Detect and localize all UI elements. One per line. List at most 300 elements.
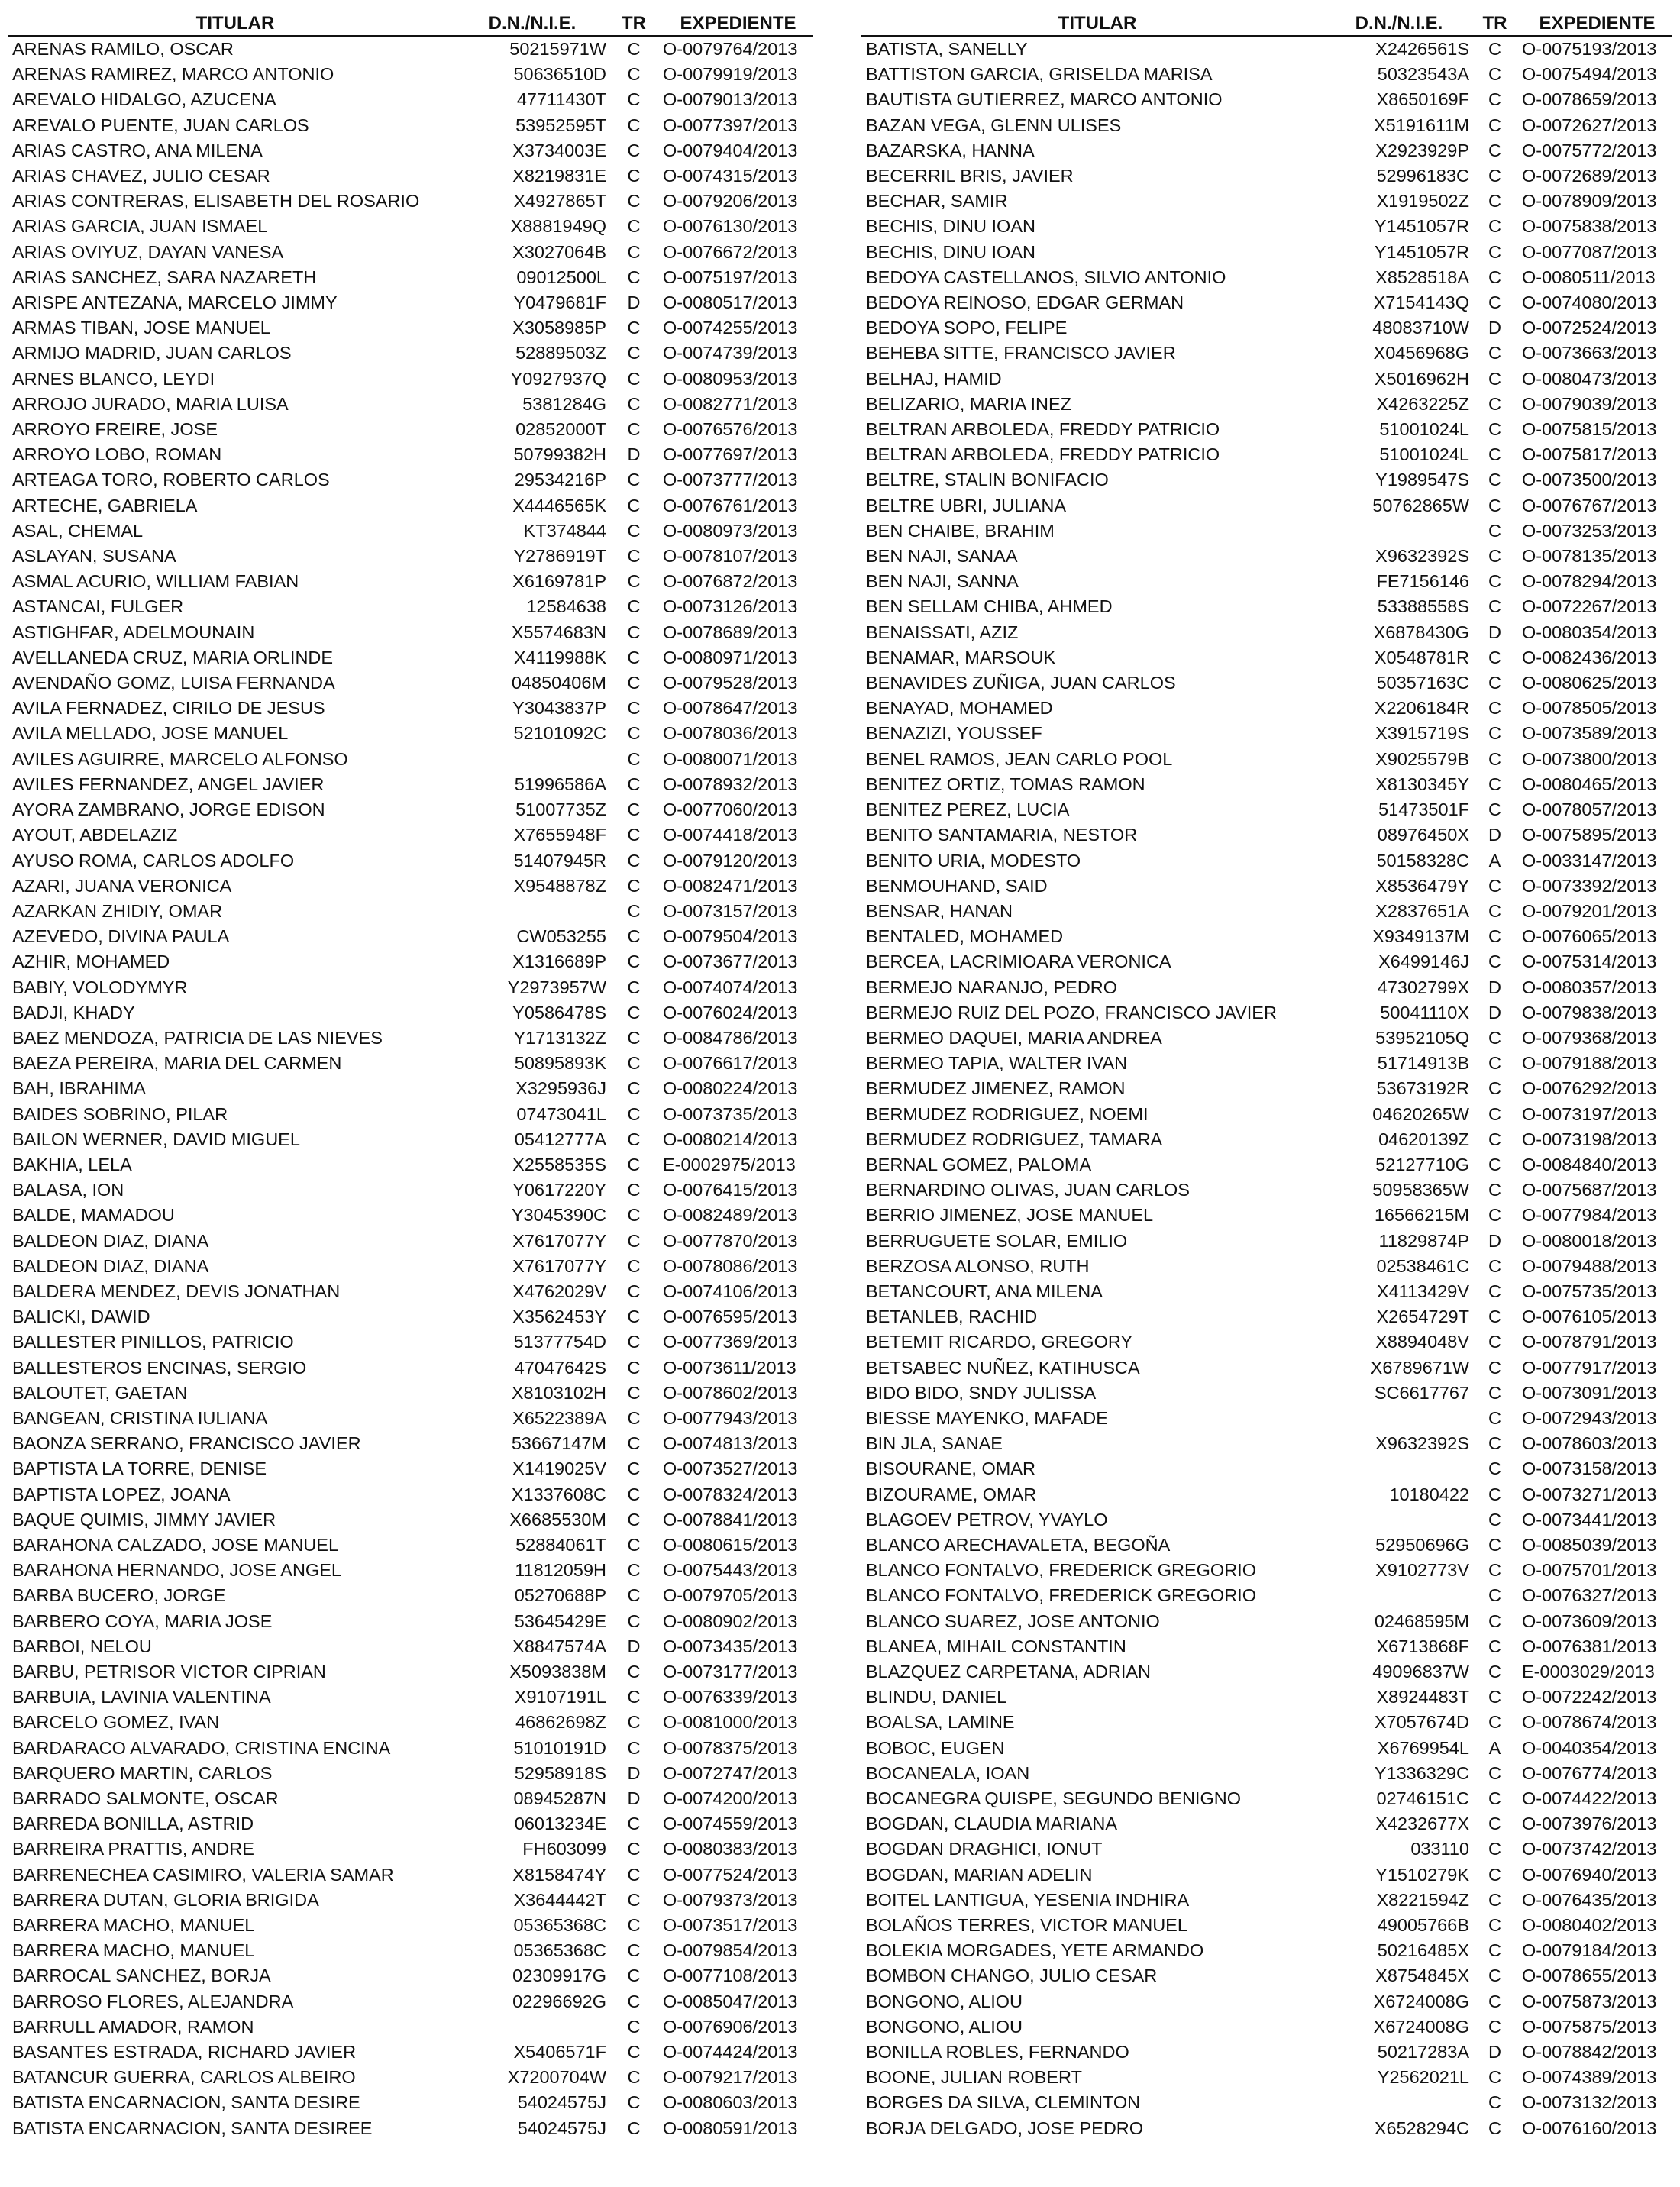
table-row (8, 949, 813, 974)
titular-cell: BALDEON DIAZ, DIANA (12, 1230, 209, 1251)
expediente-cell: O-0077697/2013 (663, 444, 798, 465)
tr-cell: C (627, 596, 641, 617)
table-row (861, 1761, 1672, 1786)
titular-cell: BENITO SANTAMARIA, NESTOR (866, 825, 1138, 845)
dni-cell: X9025579B (1375, 748, 1469, 769)
dni-cell: 54024575J (517, 2118, 606, 2138)
dni-cell: X8103102H (511, 1382, 606, 1403)
dni-cell: Y1451057R (1374, 241, 1469, 262)
table-row (861, 822, 1672, 848)
titular-cell: BARREDA BONILLA, ASTRID (12, 1814, 254, 1834)
expediente-cell: O-0082471/2013 (663, 875, 798, 896)
expediente-cell: O-0079504/2013 (663, 926, 798, 947)
dni-cell: X9548878Z (513, 875, 606, 896)
table-row (8, 62, 813, 87)
dni-cell: X4446565K (512, 495, 606, 515)
tr-cell: C (1488, 1332, 1501, 1352)
tr-cell: C (627, 1484, 641, 1504)
expediente-cell: O-0074389/2013 (1522, 2067, 1657, 2088)
tr-cell: C (627, 520, 641, 541)
dni-cell: X2923929P (1375, 140, 1469, 160)
table-row (861, 315, 1672, 341)
expediente-cell: O-0080224/2013 (663, 1078, 798, 1099)
expediente-cell: O-0079919/2013 (663, 64, 798, 85)
table-row (8, 848, 813, 874)
expediente-cell: O-0080591/2013 (663, 2118, 798, 2138)
titular-cell: BAEZ MENDOZA, PATRICIA DE LAS NIEVES (12, 1027, 383, 1048)
expediente-cell: O-0076065/2013 (1522, 926, 1657, 947)
tr-cell: C (627, 470, 641, 490)
tr-cell: C (627, 318, 641, 338)
dni-cell: 04620265W (1372, 1103, 1469, 1124)
titular-cell: BARRULL AMADOR, RAMON (12, 2016, 254, 2037)
expediente-cell: O-0080625/2013 (1522, 673, 1657, 693)
titular-cell: BADJI, KHADY (12, 1002, 135, 1022)
expediente-cell: O-0074080/2013 (1522, 292, 1657, 313)
table-row (861, 2065, 1672, 2090)
dni-cell: X6528294C (1374, 2118, 1469, 2138)
titular-cell: BERMEJO NARANJO, PEDRO (866, 977, 1118, 997)
titular-cell: ASLAYAN, SUSANA (12, 546, 176, 567)
expediente-cell: O-0078841/2013 (663, 1509, 798, 1530)
dni-cell: X4927865T (513, 191, 606, 212)
table-row (8, 1786, 813, 1811)
left-header-row (8, 12, 813, 36)
expediente-cell: O-0082489/2013 (663, 1205, 798, 1226)
tr-cell: C (1488, 1940, 1501, 1961)
expediente-cell: O-0075838/2013 (1522, 216, 1657, 237)
tr-cell: C (1488, 1762, 1501, 1783)
tr-cell: C (627, 951, 641, 972)
dni-cell: 05270688P (514, 1585, 606, 1606)
expediente-cell: O-0073500/2013 (1522, 470, 1657, 490)
titular-cell: BLANCO FONTALVO, FREDERICK GREGORIO (866, 1585, 1256, 1606)
titular-cell: BERRIO JIMENEZ, JOSE MANUEL (866, 1205, 1154, 1226)
titular-cell: BARBA BUCERO, JORGE (12, 1585, 226, 1606)
table-row (861, 1381, 1672, 1406)
titular-cell: BARDARACO ALVARADO, CRISTINA ENCINA (12, 1737, 391, 1758)
tr-cell: C (627, 1610, 641, 1631)
table-row (861, 645, 1672, 670)
expediente-cell: O-0076672/2013 (663, 241, 798, 262)
table-row (861, 874, 1672, 899)
expediente-cell: O-0082771/2013 (663, 393, 798, 414)
header-dni: D.N./N.I.E. (1329, 12, 1474, 36)
expediente-cell: O-0080953/2013 (663, 368, 798, 389)
table-row (8, 1583, 813, 1608)
expediente-cell: O-0073126/2013 (663, 596, 798, 617)
table-row (8, 1836, 813, 1862)
table-row (861, 214, 1672, 239)
titular-cell: BIN JLA, SANAE (866, 1433, 1003, 1454)
titular-cell: AVILES FERNANDEZ, ANGEL JAVIER (12, 774, 325, 794)
expediente-cell: O-0074424/2013 (663, 2042, 798, 2063)
tr-cell: C (627, 1357, 641, 1378)
titular-cell: BETEMIT RICARDO, GREGORY (866, 1332, 1133, 1352)
table-row (861, 949, 1672, 974)
dni-cell: 51473501F (1378, 800, 1469, 820)
dni-cell: X6169781P (512, 571, 606, 592)
tr-cell: C (1488, 951, 1501, 972)
table-row (8, 1000, 813, 1026)
expediente-cell: O-0076105/2013 (1522, 1307, 1657, 1327)
table-row (861, 1431, 1672, 1456)
dni-cell (1329, 1456, 1474, 1481)
titular-cell: BATISTA ENCARNACION, SANTA DESIREE (12, 2118, 373, 2138)
expediente-cell: O-0077087/2013 (1522, 241, 1657, 262)
dni-cell: Y1713132Z (513, 1027, 606, 1048)
tr-cell: C (1488, 1281, 1501, 1301)
dni-cell: X6724008G (1373, 2016, 1469, 2037)
expediente-cell: O-0077060/2013 (663, 800, 798, 820)
dni-cell: X4232677X (1375, 1814, 1469, 1834)
tr-cell: C (1488, 89, 1501, 110)
dni-cell: 50217283A (1377, 2042, 1469, 2063)
tr-cell: C (1488, 1991, 1501, 2011)
expediente-cell: O-0076435/2013 (1522, 1889, 1657, 1910)
tr-cell: D (627, 1788, 641, 1809)
dni-cell: 54024575J (517, 2092, 606, 2113)
dni-cell: 02468595M (1374, 1610, 1469, 1631)
dni-cell: 52101092C (513, 723, 606, 744)
titular-cell: BLAGOEV PETROV, YVAYLO (866, 1509, 1108, 1530)
titular-cell: AYORA ZAMBRANO, JORGE EDISON (12, 800, 325, 820)
titular-cell: BENMOUHAND, SAID (866, 875, 1048, 896)
tr-cell: C (627, 1002, 641, 1022)
tr-cell: C (627, 1864, 641, 1885)
tr-cell: C (1488, 1407, 1501, 1428)
expediente-cell: O-0077870/2013 (663, 1230, 798, 1251)
dni-cell: CW053255 (516, 926, 606, 947)
table-row (8, 1533, 813, 1558)
titular-cell: AZARKAN ZHIDIY, OMAR (12, 900, 223, 921)
dni-cell: Y1510279K (1375, 1864, 1469, 1885)
dni-cell: Y3043837P (512, 698, 606, 719)
titular-cell: AREVALO PUENTE, JUAN CARLOS (12, 115, 309, 135)
tr-cell: C (1488, 39, 1501, 59)
tr-cell: C (627, 267, 641, 287)
expediente-cell: O-0080603/2013 (663, 2092, 798, 2113)
titular-cell: BECHIS, DINU IOAN (866, 216, 1035, 237)
titular-cell: BERMUDEZ RODRIGUEZ, TAMARA (866, 1129, 1163, 1149)
table-row (8, 1811, 813, 1836)
expediente-cell: O-0079120/2013 (663, 850, 798, 871)
dni-cell: X1316689P (512, 951, 606, 972)
expediente-cell: O-0078602/2013 (663, 1382, 798, 1403)
titular-cell: BAZARSKA, HANNA (866, 140, 1035, 160)
titular-cell: ARENAS RAMIREZ, MARCO ANTONIO (12, 64, 334, 85)
expediente-cell: O-0076130/2013 (663, 216, 798, 237)
titular-cell: BARBOI, NELOU (12, 1636, 152, 1656)
dni-cell: X9102773V (1375, 1560, 1469, 1581)
titular-cell: BEN CHAIBE, BRAHIM (866, 520, 1055, 541)
dni-cell: 53673192R (1376, 1078, 1469, 1099)
titular-cell: BALOUTET, GAETAN (12, 1382, 188, 1403)
expediente-cell: O-0078674/2013 (1522, 1712, 1657, 1733)
tr-cell: C (627, 622, 641, 642)
tr-cell: C (1488, 115, 1501, 135)
dni-cell: 49005766B (1377, 1915, 1469, 1936)
table-row (861, 670, 1672, 696)
expediente-cell: O-0076774/2013 (1522, 1762, 1657, 1783)
dni-cell: 08945287N (513, 1788, 606, 1809)
expediente-cell: O-0072747/2013 (663, 1762, 798, 1783)
titular-cell: BENAZIZI, YOUSSEF (866, 723, 1042, 744)
tr-cell: C (627, 1230, 641, 1251)
dni-cell: X6713868F (1376, 1636, 1469, 1656)
right-table-body (861, 36, 1672, 2141)
titular-cell: BONGONO, ALIOU (866, 2016, 1023, 2037)
dni-cell: 05365368C (513, 1940, 606, 1961)
dni-cell: X4263225Z (1376, 393, 1469, 414)
table-row (861, 544, 1672, 569)
table-row (861, 1836, 1672, 1862)
dni-cell: 50216485X (1377, 1940, 1469, 1961)
dni-cell: KT374844 (523, 520, 606, 541)
titular-cell: ARIAS CASTRO, ANA MILENA (12, 140, 263, 160)
expediente-cell: O-0074106/2013 (663, 1281, 798, 1301)
titular-cell: AREVALO HIDALGO, AZUCENA (12, 89, 276, 110)
expediente-cell: O-0078842/2013 (1522, 2042, 1657, 2063)
expediente-cell: O-0033147/2013 (1522, 850, 1657, 871)
titular-cell: AZEVEDO, DIVINA PAULA (12, 926, 230, 947)
titular-cell: BOLEKIA MORGADES, YETE ARMANDO (866, 1940, 1204, 1961)
tr-cell: C (1488, 1636, 1501, 1656)
table-row (8, 1963, 813, 1988)
tr-cell: C (627, 1966, 641, 1986)
table-row (8, 1152, 813, 1177)
tr-cell: C (627, 241, 641, 262)
tr-cell: C (1488, 1484, 1501, 1504)
table-row (861, 1177, 1672, 1203)
dni-cell: 50762865W (1372, 495, 1469, 515)
titular-cell: BORJA DELGADO, JOSE PEDRO (866, 2118, 1144, 2138)
expediente-cell: O-0073091/2013 (1522, 1382, 1657, 1403)
dni-cell: X0456968G (1373, 343, 1469, 363)
titular-cell: BERMEO DAQUEI, MARIA ANDREA (866, 1027, 1162, 1048)
titular-cell: BAPTISTA LOPEZ, JOANA (12, 1484, 231, 1504)
dni-cell: X9107191L (514, 1687, 606, 1707)
table-row (861, 467, 1672, 493)
titular-cell: BARBUIA, LAVINIA VALENTINA (12, 1687, 271, 1707)
table-row (861, 1938, 1672, 1963)
titular-cell: BELTRE, STALIN BONIFACIO (866, 470, 1109, 490)
titular-cell: ARIAS CONTRERAS, ELISABETH DEL ROSARIO (12, 191, 420, 212)
expediente-cell: O-0079404/2013 (663, 140, 798, 160)
tr-cell: C (627, 39, 641, 59)
expediente-cell: O-0076327/2013 (1522, 1585, 1657, 1606)
titular-cell: BEDOYA CASTELLANOS, SILVIO ANTONIO (866, 267, 1226, 287)
titular-cell: BELTRAN ARBOLEDA, FREDDY PATRICIO (866, 419, 1220, 440)
table-row (8, 620, 813, 645)
tr-cell: C (627, 1129, 641, 1149)
table-row (861, 265, 1672, 290)
titular-cell: BLINDU, DANIEL (866, 1687, 1007, 1707)
table-row (861, 392, 1672, 417)
expediente-cell: O-0074074/2013 (663, 977, 798, 997)
dni-cell: 11812059H (515, 1560, 606, 1581)
table-row (8, 2014, 813, 2040)
tr-cell: C (1488, 723, 1501, 744)
tr-cell: D (627, 1762, 641, 1783)
tr-cell: C (627, 1737, 641, 1758)
table-row (861, 1963, 1672, 1988)
dni-cell: X6685530M (509, 1509, 606, 1530)
expediente-cell: O-0078324/2013 (663, 1484, 798, 1504)
titular-cell: BISOURANE, OMAR (866, 1459, 1035, 1479)
tr-cell: C (627, 1180, 641, 1200)
tr-cell: C (627, 1585, 641, 1606)
tr-cell: C (627, 1889, 641, 1910)
titular-cell: BOMBON CHANGO, JULIO CESAR (866, 1966, 1158, 1986)
dni-cell (458, 747, 611, 772)
expediente-cell: O-0076767/2013 (1522, 495, 1657, 515)
dni-cell: 52884061T (515, 1534, 606, 1555)
table-row (861, 417, 1672, 442)
tr-cell: C (627, 774, 641, 794)
table-row (861, 113, 1672, 138)
expediente-cell: O-0073132/2013 (1522, 2092, 1657, 2113)
table-row (8, 392, 813, 417)
dni-cell: X7154143Q (1373, 292, 1469, 313)
titular-cell: BATISTA, SANELLY (866, 39, 1028, 59)
tr-cell: C (1488, 1053, 1501, 1074)
table-row (8, 1254, 813, 1279)
titular-cell: BERMUDEZ RODRIGUEZ, NOEMI (866, 1103, 1149, 1124)
expediente-cell: O-0074739/2013 (663, 343, 798, 363)
expediente-cell: O-0078057/2013 (1522, 800, 1657, 820)
dni-cell: 04850406M (511, 673, 606, 693)
tr-cell: C (1488, 64, 1501, 85)
tr-cell: C (1488, 571, 1501, 592)
expediente-cell: O-0074813/2013 (663, 1433, 798, 1454)
titular-cell: BENAMAR, MARSOUK (866, 647, 1056, 667)
dni-cell: 53952105Q (1375, 1027, 1469, 1048)
table-row (8, 518, 813, 544)
expediente-cell: O-0078294/2013 (1522, 571, 1657, 592)
table-row (8, 1989, 813, 2014)
tr-cell: C (627, 825, 641, 845)
dni-cell: 52889503Z (515, 343, 606, 363)
table-row (861, 1152, 1672, 1177)
table-row (8, 1507, 813, 1533)
tr-cell: C (1488, 166, 1501, 186)
dni-cell: X6769954L (1377, 1737, 1469, 1758)
table-row (861, 1811, 1672, 1836)
dni-cell: X8221594Z (1376, 1889, 1469, 1910)
titular-cell: BALDE, MAMADOU (12, 1205, 175, 1226)
dni-cell: X7617077Y (512, 1255, 606, 1276)
dni-cell: 50215971W (509, 39, 606, 59)
titular-cell: BARBERO COYA, MARIA JOSE (12, 1610, 273, 1631)
tr-cell: C (627, 140, 641, 160)
titular-cell: ASAL, CHEMAL (12, 520, 144, 541)
titular-cell: ASTANCAI, FULGER (12, 596, 184, 617)
table-row (8, 2090, 813, 2115)
table-row (861, 36, 1672, 62)
expediente-cell: O-0080473/2013 (1522, 368, 1657, 389)
titular-cell: BETANLEB, RACHID (866, 1307, 1038, 1327)
expediente-cell: O-0076595/2013 (663, 1307, 798, 1327)
table-row (861, 493, 1672, 518)
tr-cell: C (1488, 926, 1501, 947)
table-row (8, 1279, 813, 1304)
titular-cell: BABIY, VOLODYMYR (12, 977, 188, 997)
expediente-cell: O-0078647/2013 (663, 698, 798, 719)
table-row (861, 797, 1672, 822)
tr-cell: C (627, 800, 641, 820)
table-row (861, 1710, 1672, 1735)
dni-cell: 08976450X (1377, 825, 1469, 845)
tr-cell: C (1488, 1814, 1501, 1834)
expediente-cell: O-0074200/2013 (663, 1788, 798, 1809)
expediente-cell: O-0079854/2013 (663, 1940, 798, 1961)
tr-cell: C (627, 1382, 641, 1403)
table-row (8, 493, 813, 518)
titular-cell: BEN SELLAM CHIBA, AHMED (866, 596, 1113, 617)
dni-cell (458, 2014, 611, 2040)
expediente-cell: O-0073197/2013 (1522, 1103, 1657, 1124)
titular-cell: BEDOYA REINOSO, EDGAR GERMAN (866, 292, 1184, 313)
table-row (8, 696, 813, 721)
tr-cell: C (1488, 343, 1501, 363)
titular-cell: ARROJO JURADO, MARIA LUISA (12, 393, 289, 414)
expediente-cell: O-0076906/2013 (663, 2016, 798, 2037)
tr-cell: C (1488, 1687, 1501, 1707)
expediente-cell: O-0080971/2013 (663, 647, 798, 667)
titular-cell: BENEL RAMOS, JEAN CARLO POOL (866, 748, 1173, 769)
tr-cell: C (1488, 470, 1501, 490)
expediente-cell: O-0078135/2013 (1522, 546, 1657, 567)
dni-cell: X3562453Y (512, 1307, 606, 1327)
dni-cell: X3915719S (1375, 723, 1469, 744)
table-row (8, 1862, 813, 1888)
tr-cell: C (1488, 596, 1501, 617)
expediente-cell: O-0073800/2013 (1522, 748, 1657, 769)
table-row (8, 1102, 813, 1127)
table-row (861, 899, 1672, 924)
table-row (8, 240, 813, 265)
dni-cell: Y1336329C (1374, 1762, 1469, 1783)
titular-cell: BECHAR, SAMIR (866, 191, 1008, 212)
table-row (8, 772, 813, 797)
expediente-cell: O-0073392/2013 (1522, 875, 1657, 896)
titular-cell: AVELLANEDA CRUZ, MARIA ORLINDE (12, 647, 334, 667)
dni-cell: X2206184R (1374, 698, 1469, 719)
table-row (861, 772, 1672, 797)
tr-cell: C (627, 216, 641, 237)
table-row (8, 467, 813, 493)
expediente-cell: O-0073589/2013 (1522, 723, 1657, 744)
tr-cell: C (1488, 1788, 1501, 1809)
titular-cell: BENITEZ ORTIZ, TOMAS RAMON (866, 774, 1145, 794)
table-row (8, 594, 813, 619)
table-row (861, 189, 1672, 214)
titular-cell: BLANCO ARECHAVALETA, BEGOÑA (866, 1534, 1171, 1555)
expediente-cell: O-0073157/2013 (663, 900, 798, 921)
titular-cell: BARROSO FLORES, ALEJANDRA (12, 1991, 294, 2011)
dni-cell: 53952595T (515, 115, 606, 135)
dni-cell: X6522389A (512, 1407, 606, 1428)
tr-cell: C (1488, 1433, 1501, 1454)
titular-cell: BERMUDEZ JIMENEZ, RAMON (866, 1078, 1126, 1099)
expediente-cell: O-0074315/2013 (663, 166, 798, 186)
table-row (8, 214, 813, 239)
tr-cell: C (1488, 1560, 1501, 1581)
table-row (8, 2065, 813, 2090)
expediente-cell: O-0073609/2013 (1522, 1610, 1657, 1631)
titular-cell: BAKHIA, LELA (12, 1154, 132, 1174)
